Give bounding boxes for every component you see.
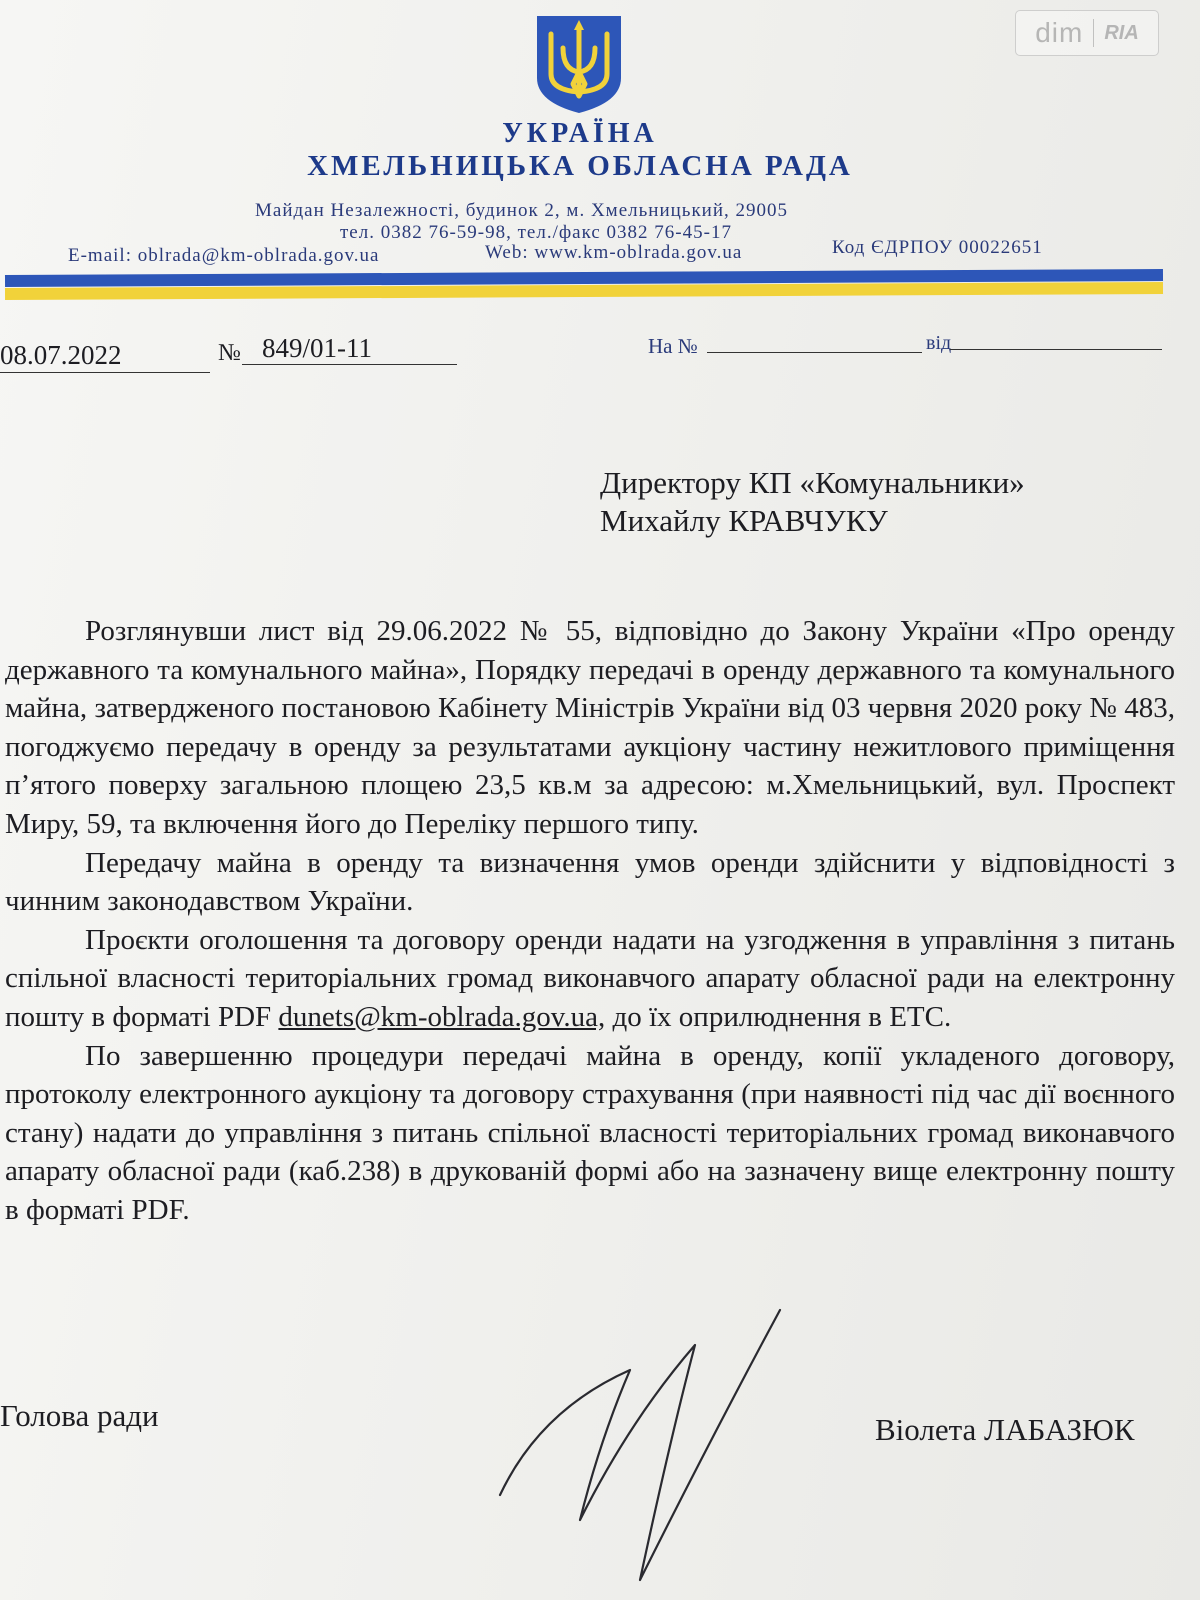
body-paragraph-3-start: Проєкти оголошення та договору оренди надати на узгодження в управління з питань спільної власності територіальних громад виконавчого апарату обласної ради на електронну пошту в форматі PDF <box>5 923 1175 1033</box>
registration-date: 08.07.2022 <box>0 340 122 370</box>
watermark-ria: RIA <box>1104 21 1139 44</box>
body-paragraph-4: По завершенню процедури передачі майна в оренду, копії укладеного договору, протоколу електронного аукціону та договору страхування (при наявності під час дії воєнного стану) надати до управління з питань спільної власності територіальних громад виконавчого апарату обласної ради (каб.238) в друкованій формі або на зазначену вище електронну пошту в форматі PDF. <box>5 1039 1175 1226</box>
registration-number-line <box>242 364 457 365</box>
letter-body <box>5 612 1175 1230</box>
header-country: УКРАЇНА <box>502 118 658 149</box>
header-council: ХМЕЛЬНИЦЬКА ОБЛАСНА РАДА <box>307 150 853 182</box>
header-email: E-mail: oblrada@km-oblrada.gov.ua <box>68 245 380 266</box>
reply-number-line <box>707 352 922 353</box>
header-address: Майдан Незалежності, будинок 2, м. Хмельницький, 29005 <box>255 200 789 221</box>
header-edrpou: Код ЄДРПОУ 00022651 <box>832 237 1043 258</box>
coat-of-arms-icon <box>533 12 625 115</box>
reply-number-label: На № <box>648 334 698 358</box>
header-phones: тел. 0382 76-59-98, тел./факс 0382 76-45-17 <box>340 222 732 243</box>
signatory-name: Віолета ЛАБАЗЮК <box>875 1412 1135 1447</box>
watermark-divider <box>1093 19 1094 47</box>
registration-number: 849/01-11 <box>262 333 372 363</box>
signatory-role: Голова ради <box>0 1398 159 1433</box>
recipient-position: Директору КП «Комунальники» <box>600 465 1025 500</box>
body-paragraph-2: Передачу майна в оренду та визначення умов оренди здійснити у відповідності з чинним законодавством України. <box>5 846 1175 918</box>
body-paragraph-3 <box>5 921 1175 1037</box>
body-paragraph-1: Розглянувши лист від 29.06.2022 № 55, відповідно до Закону України «Про оренду державного та комунального майна», Порядку передачі в оренду державного та комунального майна, затвердженого постановою Кабінету Міністрів України від 03 червня 2020 року № 483, погоджуємо передачу в оренду за результатами аукціону частину нежитлового приміщення п’ятого поверху загальною площею 23,5 кв.м за адресою: м.Хмельницький, вул. Проспект Миру, 59, та включення його до Переліку першого типу. <box>5 615 1175 840</box>
contact-email-link[interactable]: dunets@km-oblrada.gov.ua, <box>278 1000 606 1033</box>
body-paragraph-3-end: до їх оприлюднення в ЕТС. <box>605 1000 952 1033</box>
header-web: Web: www.km-oblrada.gov.ua <box>485 242 743 263</box>
watermark <box>1015 10 1159 56</box>
registration-date-line <box>0 372 210 373</box>
recipient-name: Михайлу КРАВЧУКУ <box>600 503 888 538</box>
reply-date-label: від <box>926 332 952 354</box>
reply-date-line <box>950 349 1162 350</box>
handwritten-signature <box>480 1290 810 1590</box>
watermark-dim: dim <box>1035 17 1084 48</box>
registration-number-label: № <box>218 340 241 366</box>
